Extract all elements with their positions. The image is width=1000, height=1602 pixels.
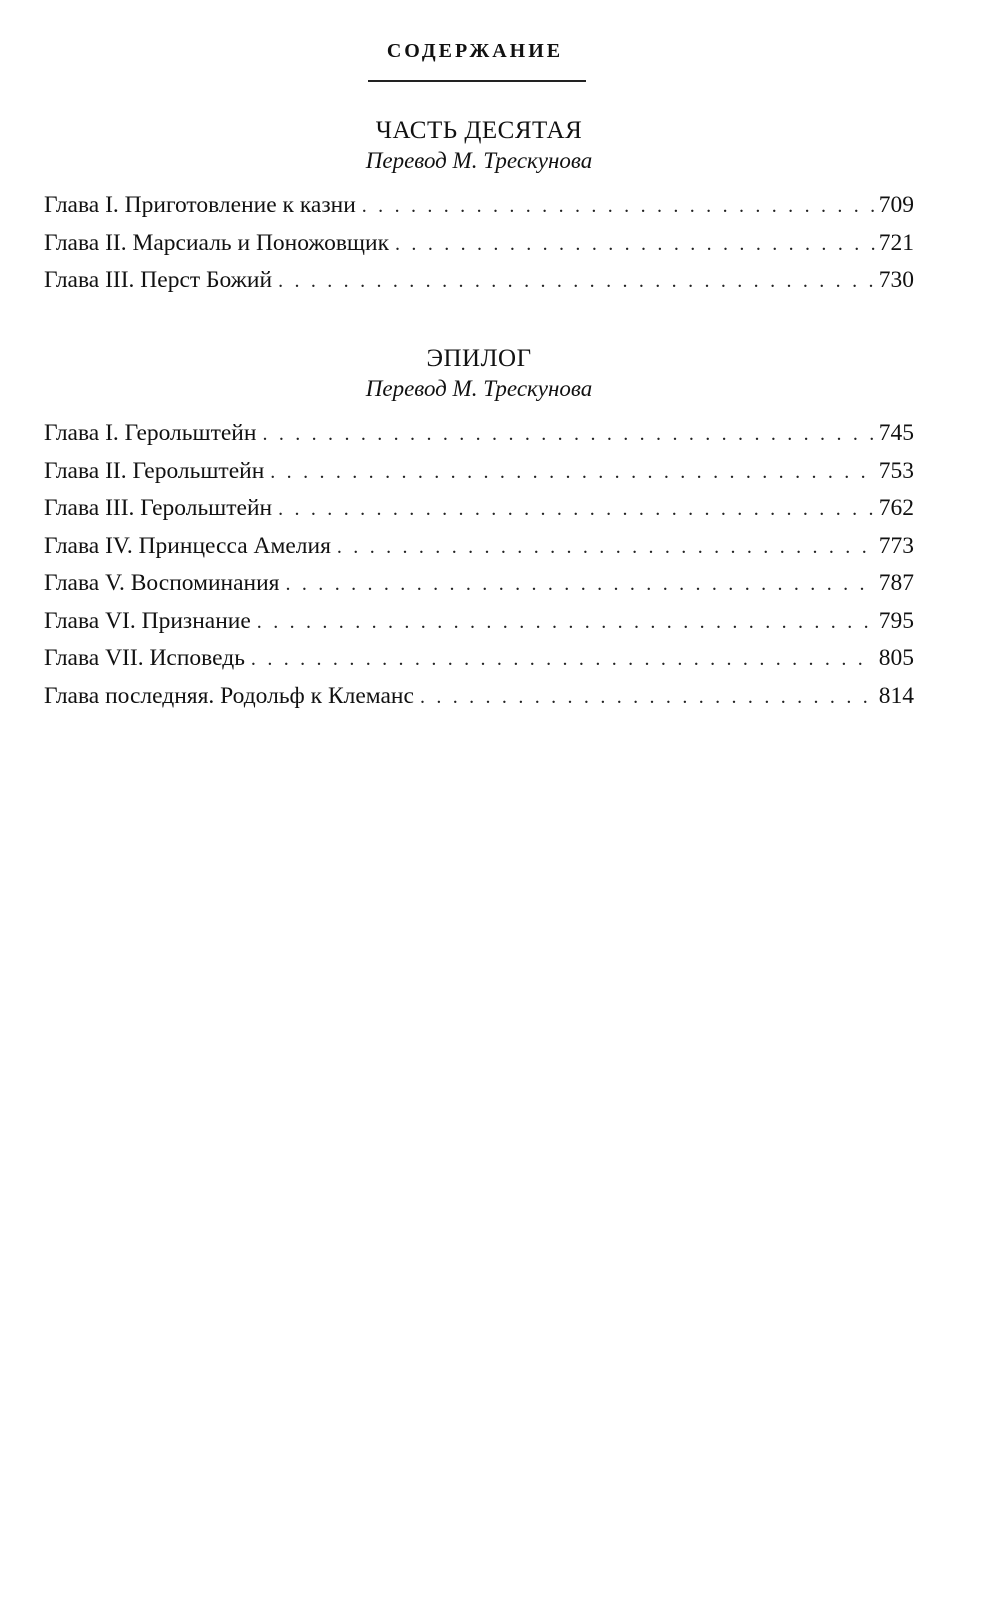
dot-leader — [257, 611, 875, 634]
toc-entry[interactable] — [44, 683, 914, 721]
toc-entry[interactable] — [44, 608, 914, 646]
toc-entry[interactable] — [44, 267, 914, 305]
toc-entry-title: Глава I. Герольштейн — [44, 420, 257, 446]
toc-entry-title: Глава II. Марсиаль и Поножовщик — [44, 229, 390, 256]
toc-entry-page: 730 — [878, 267, 914, 293]
dot-leader — [362, 195, 875, 218]
dot-leader — [395, 233, 875, 256]
dot-leader — [262, 423, 874, 446]
section-title: ЭПИЛОГ — [426, 345, 532, 372]
toc-entry[interactable] — [44, 420, 914, 458]
running-head-rule — [368, 80, 586, 82]
toc-entry-page: 721 — [878, 229, 914, 256]
toc-entry-page: 709 — [878, 192, 914, 218]
section-subtitle: Перевод М. Трескунова — [365, 148, 593, 173]
toc-entry-page: 787 — [878, 570, 914, 596]
toc-entry[interactable] — [44, 458, 914, 496]
toc-entry-page: 762 — [878, 495, 914, 521]
dot-leader — [278, 498, 875, 521]
toc-entry-page: 773 — [878, 532, 914, 559]
toc-entry-title: Глава VI. Признание — [44, 607, 251, 634]
toc-entry-title: Глава III. Герольштейн — [44, 495, 273, 521]
section-subtitle: Перевод М. Трескунова — [365, 376, 593, 401]
toc-entry[interactable] — [44, 645, 914, 683]
toc-entry[interactable] — [44, 192, 914, 230]
toc-entry-page: 753 — [878, 457, 914, 484]
dot-leader — [337, 536, 875, 559]
dot-leader — [278, 270, 875, 293]
section-epilogue — [44, 344, 914, 720]
toc-entry[interactable] — [44, 495, 914, 533]
dot-leader — [286, 573, 875, 596]
dot-leader — [251, 648, 875, 671]
toc-entry-page: 745 — [878, 420, 914, 446]
toc-list — [44, 192, 914, 305]
toc-entry-title: Глава II. Герольштейн — [44, 457, 265, 484]
toc-entry-page: 795 — [878, 607, 914, 634]
toc-entry-title: Глава V. Воспоминания — [44, 570, 280, 596]
section-title: ЧАСТЬ ДЕСЯТАЯ — [375, 117, 583, 144]
toc-entry-title: Глава III. Перст Божий — [44, 267, 273, 293]
toc-entry-title: Глава VII. Исповедь — [44, 645, 245, 671]
toc-entry-page: 814 — [878, 682, 914, 709]
toc-entry[interactable] — [44, 570, 914, 608]
toc-entry-title: Глава последняя. Родольф к Клеманс — [44, 682, 414, 709]
dot-leader — [270, 461, 874, 484]
toc-entry-page: 805 — [878, 645, 914, 671]
toc-list — [44, 420, 914, 720]
toc-entry-title: Глава IV. Принцесса Амелия — [44, 532, 331, 559]
running-head: СОДЕРЖАНИЕ — [386, 40, 564, 62]
toc-entry-title: Глава I. Приготовление к казни — [44, 192, 356, 218]
dot-leader — [420, 686, 875, 709]
toc-entry[interactable] — [44, 230, 914, 268]
section-part-ten — [44, 116, 914, 305]
toc-entry[interactable] — [44, 533, 914, 571]
